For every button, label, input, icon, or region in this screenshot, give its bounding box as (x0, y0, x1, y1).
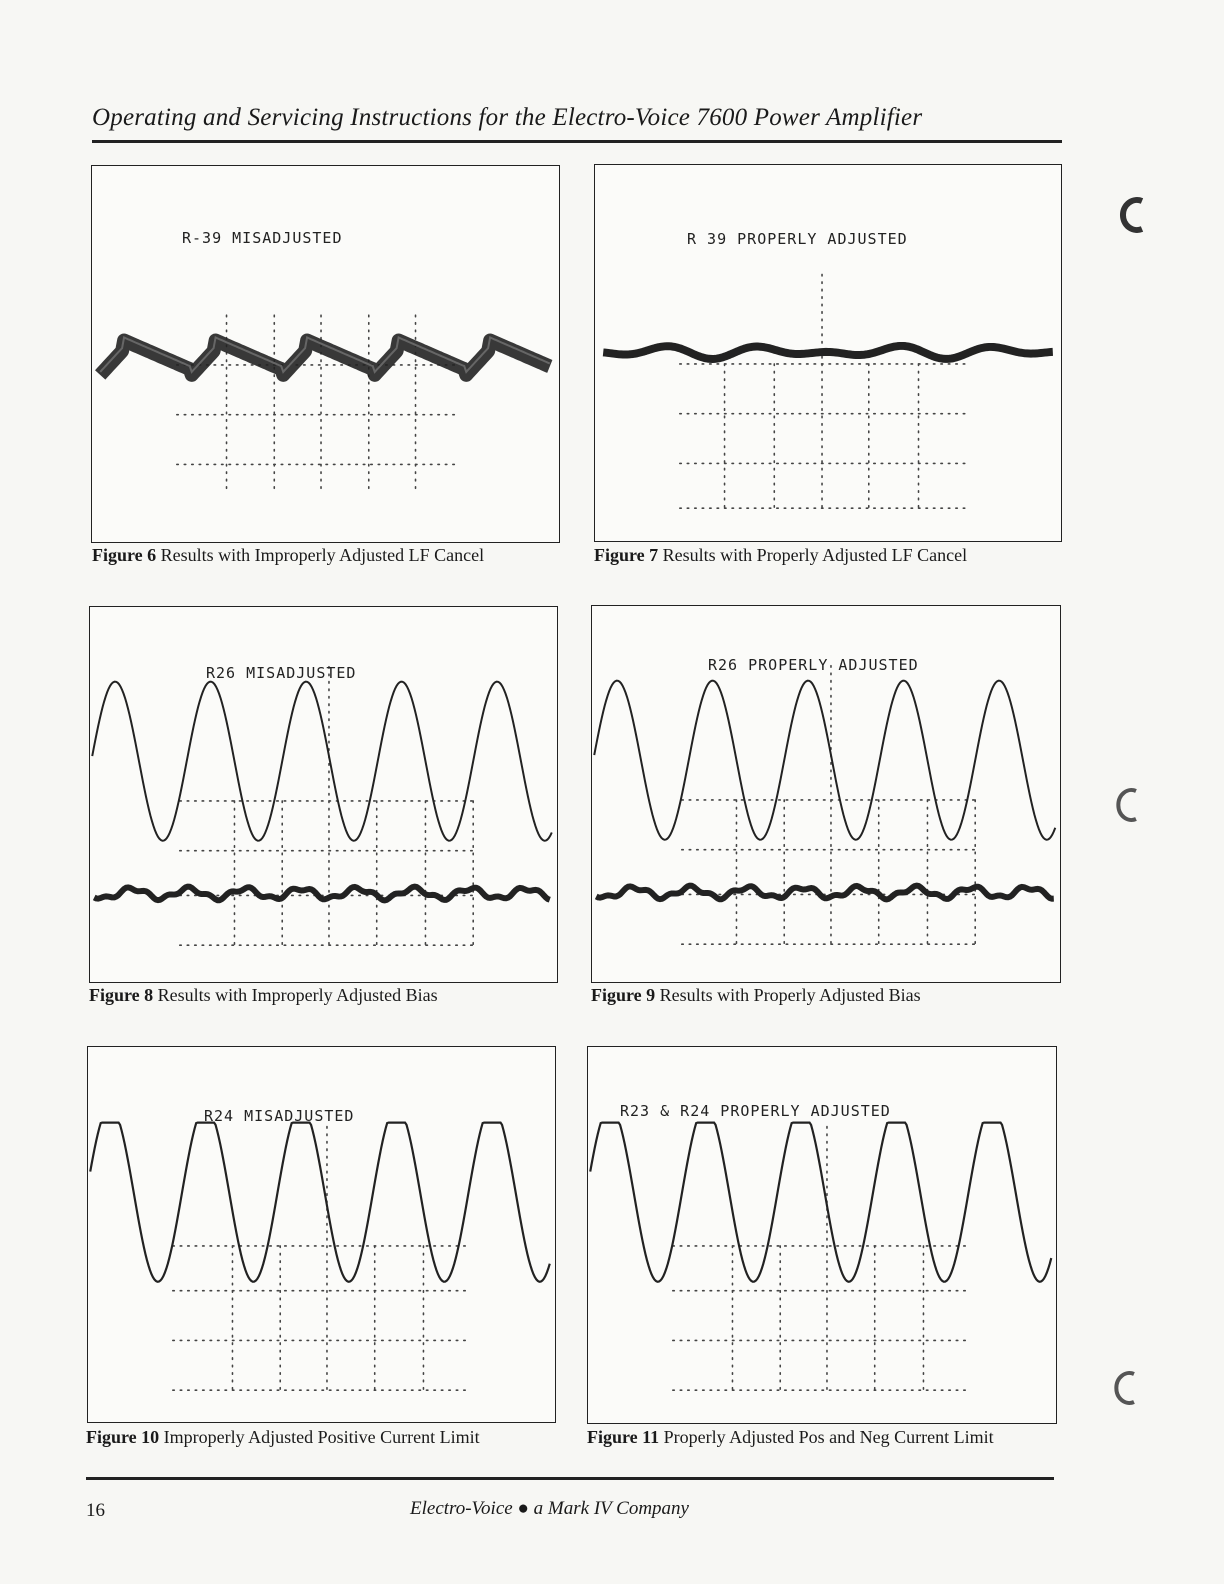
caption-text: Results with Improperly Adjusted LF Cancel (160, 545, 485, 565)
figure-number: Figure 7 (594, 545, 659, 565)
binder-hole-icon (1108, 785, 1142, 825)
footer-company: Electro-Voice ● a Mark IV Company (410, 1498, 689, 1519)
page-number: 16 (86, 1500, 105, 1521)
binder-hole-icon (1112, 195, 1146, 235)
caption-text: Properly Adjusted Pos and Neg Current Limit (663, 1427, 994, 1447)
figure-6-caption (92, 545, 484, 566)
binder-hole-icon (1106, 1368, 1140, 1408)
scope-label: R24 MISADJUSTED (204, 1107, 355, 1125)
scope-trace (595, 165, 1061, 541)
figure-number: Figure 9 (591, 985, 656, 1005)
page-header-title: Operating and Servicing Instructions for the Electro-Voice 7600 Power Amplifier (92, 104, 923, 131)
scope-trace (88, 1047, 555, 1422)
oscilloscope-figure-9 (591, 605, 1061, 983)
scope-label: R23 & R24 PROPERLY ADJUSTED (620, 1102, 891, 1120)
figure-number: Figure 11 (587, 1427, 660, 1447)
oscilloscope-figure-10 (87, 1046, 556, 1423)
scope-trace (92, 166, 559, 542)
figure-number: Figure 8 (89, 985, 154, 1005)
figure-11-caption (587, 1427, 994, 1448)
oscilloscope-figure-7 (594, 164, 1062, 542)
figure-9-caption (591, 985, 921, 1006)
footer-rule (86, 1477, 1054, 1480)
figure-number: Figure 10 (86, 1427, 160, 1447)
oscilloscope-figure-8 (89, 606, 558, 983)
figure-8-caption (89, 985, 438, 1006)
caption-text: Improperly Adjusted Positive Current Limit (163, 1427, 480, 1447)
caption-text: Results with Properly Adjusted LF Cancel (662, 545, 968, 565)
caption-text: Results with Properly Adjusted Bias (659, 985, 921, 1005)
scope-label: R26 PROPERLY ADJUSTED (708, 656, 919, 674)
scope-label: R-39 MISADJUSTED (182, 229, 343, 247)
oscilloscope-figure-6 (91, 165, 560, 543)
scope-label: R26 MISADJUSTED (206, 664, 357, 682)
figure-10-caption (86, 1427, 480, 1448)
caption-text: Results with Improperly Adjusted Bias (157, 985, 438, 1005)
figure-number: Figure 6 (92, 545, 157, 565)
scope-label: R 39 PROPERLY ADJUSTED (687, 230, 908, 248)
oscilloscope-figure-11 (587, 1046, 1057, 1424)
header-rule (92, 140, 1062, 143)
figure-7-caption (594, 545, 967, 566)
